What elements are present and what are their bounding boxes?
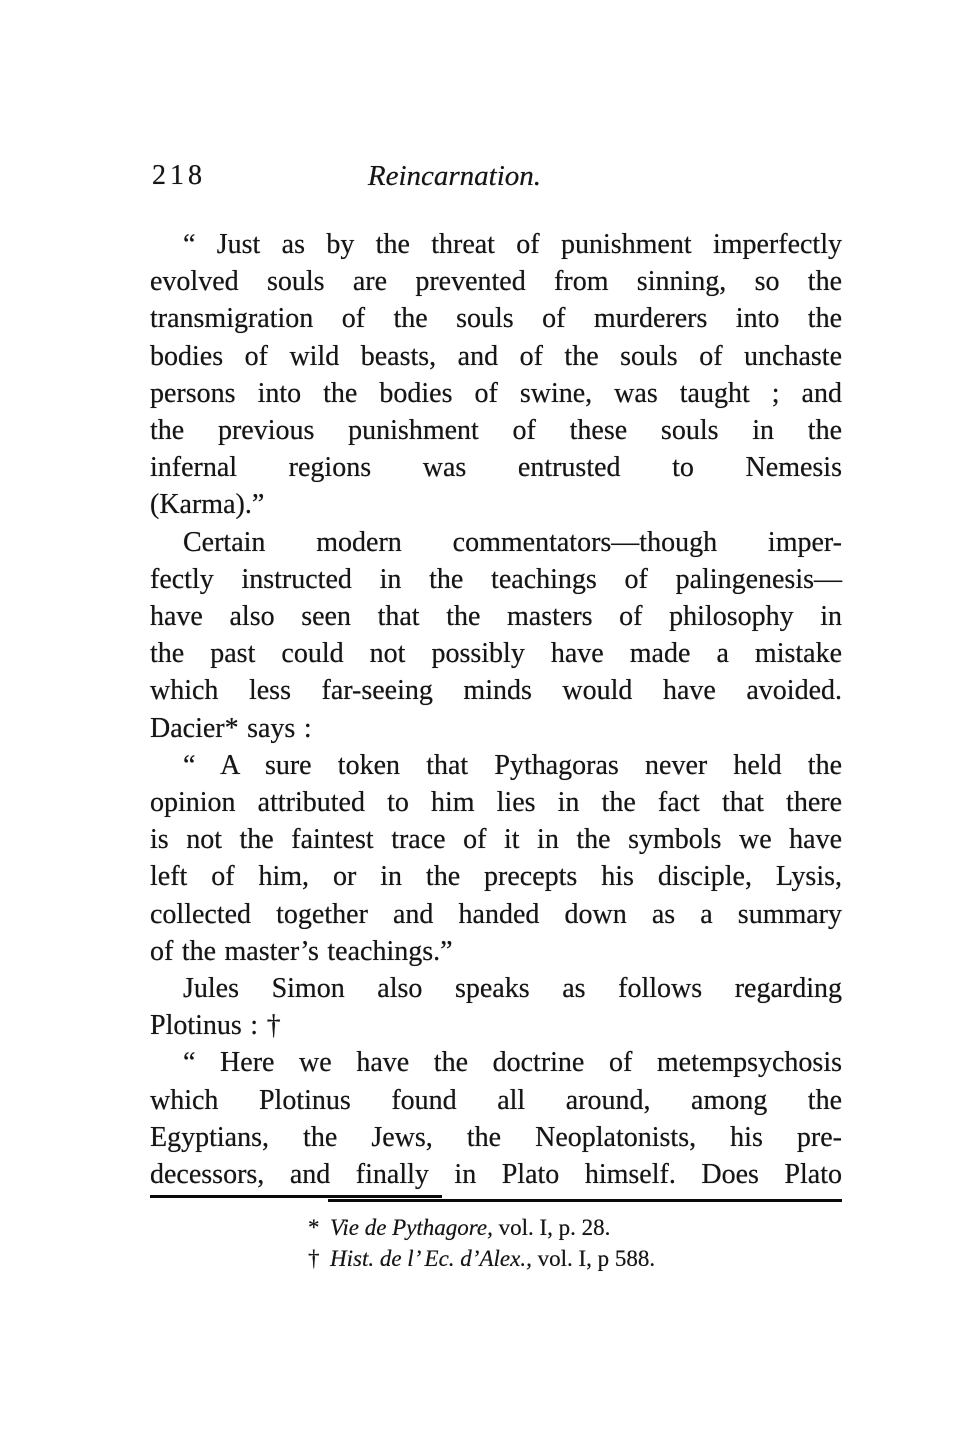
text-line: collected together and handed down as a summary [150, 898, 842, 930]
footnote-work-title: Hist. de l’ Ec. d’Alex., [330, 1246, 532, 1271]
text-line: Jules Simon also speaks as follows regarding [183, 973, 842, 1005]
text-line: is not the faintest trace of it in the symbols we have [150, 824, 842, 856]
footnote-citation: vol. I, p. 28. [492, 1215, 611, 1240]
text-line: the previous punishment of these souls in the [150, 415, 842, 447]
text-line: Dacier* says : [150, 712, 312, 744]
text-line: of the master’s teachings.” [150, 935, 453, 967]
text-line: infernal regions was entrusted to Nemesis [150, 452, 842, 484]
footnotes [308, 1212, 655, 1274]
text-line: fectly instructed in the teachings of palingenesis— [150, 563, 842, 595]
text-line: Certain modern commentators—though imper- [183, 526, 842, 558]
page-number: 218 [152, 160, 206, 191]
text-line: left of him, or in the precepts his disciple, Lysis, [150, 861, 842, 893]
text-line: Plotinus : † [150, 1010, 281, 1042]
page-header [150, 160, 842, 194]
text-line: which Plotinus found all around, among the [150, 1084, 842, 1116]
text-line: “ Here we have the doctrine of metempsychosis [183, 1047, 842, 1079]
footnote-rule [150, 1195, 842, 1204]
text-line: “ Just as by the threat of punishment imperfectly [183, 229, 842, 260]
text-line: evolved souls are prevented from sinning, so the [150, 266, 842, 298]
text-line: bodies of wild beasts, and of the souls of unchaste [150, 340, 842, 372]
running-title: Reincarnation. [367, 160, 542, 192]
text-line: decessors, and finally in Plato himself. Does Plato [150, 1159, 842, 1191]
footnote [308, 1212, 655, 1243]
text-line: have also seen that the masters of philosophy in [150, 601, 842, 633]
text-line: “ A sure token that Pythagoras never held the [183, 749, 842, 781]
footnote-rule-segment [150, 1195, 442, 1198]
text-line: transmigration of the souls of murderers into the [150, 303, 842, 335]
footnote [308, 1243, 655, 1274]
text-line: Egyptians, the Jews, the Neoplatonists, his pre- [150, 1121, 842, 1153]
text-line: persons into the bodies of swine, was taught ; and [150, 377, 842, 409]
dagger-footnote-marker: † [308, 1246, 320, 1271]
text-line: the past could not possibly have made a mistake [150, 638, 842, 670]
text-block [150, 226, 842, 1193]
footnote-work-title: Vie de Pythagore, [330, 1215, 493, 1240]
footnote-citation: vol. I, p 588. [531, 1246, 656, 1271]
text-line: which less far-seeing minds would have avoided. [150, 675, 842, 707]
footnote-rule-segment [328, 1199, 842, 1202]
text-line: opinion attributed to him lies in the fact that there [150, 787, 842, 819]
asterisk-footnote-marker: * [308, 1215, 320, 1240]
text-line: (Karma).” [150, 489, 265, 521]
